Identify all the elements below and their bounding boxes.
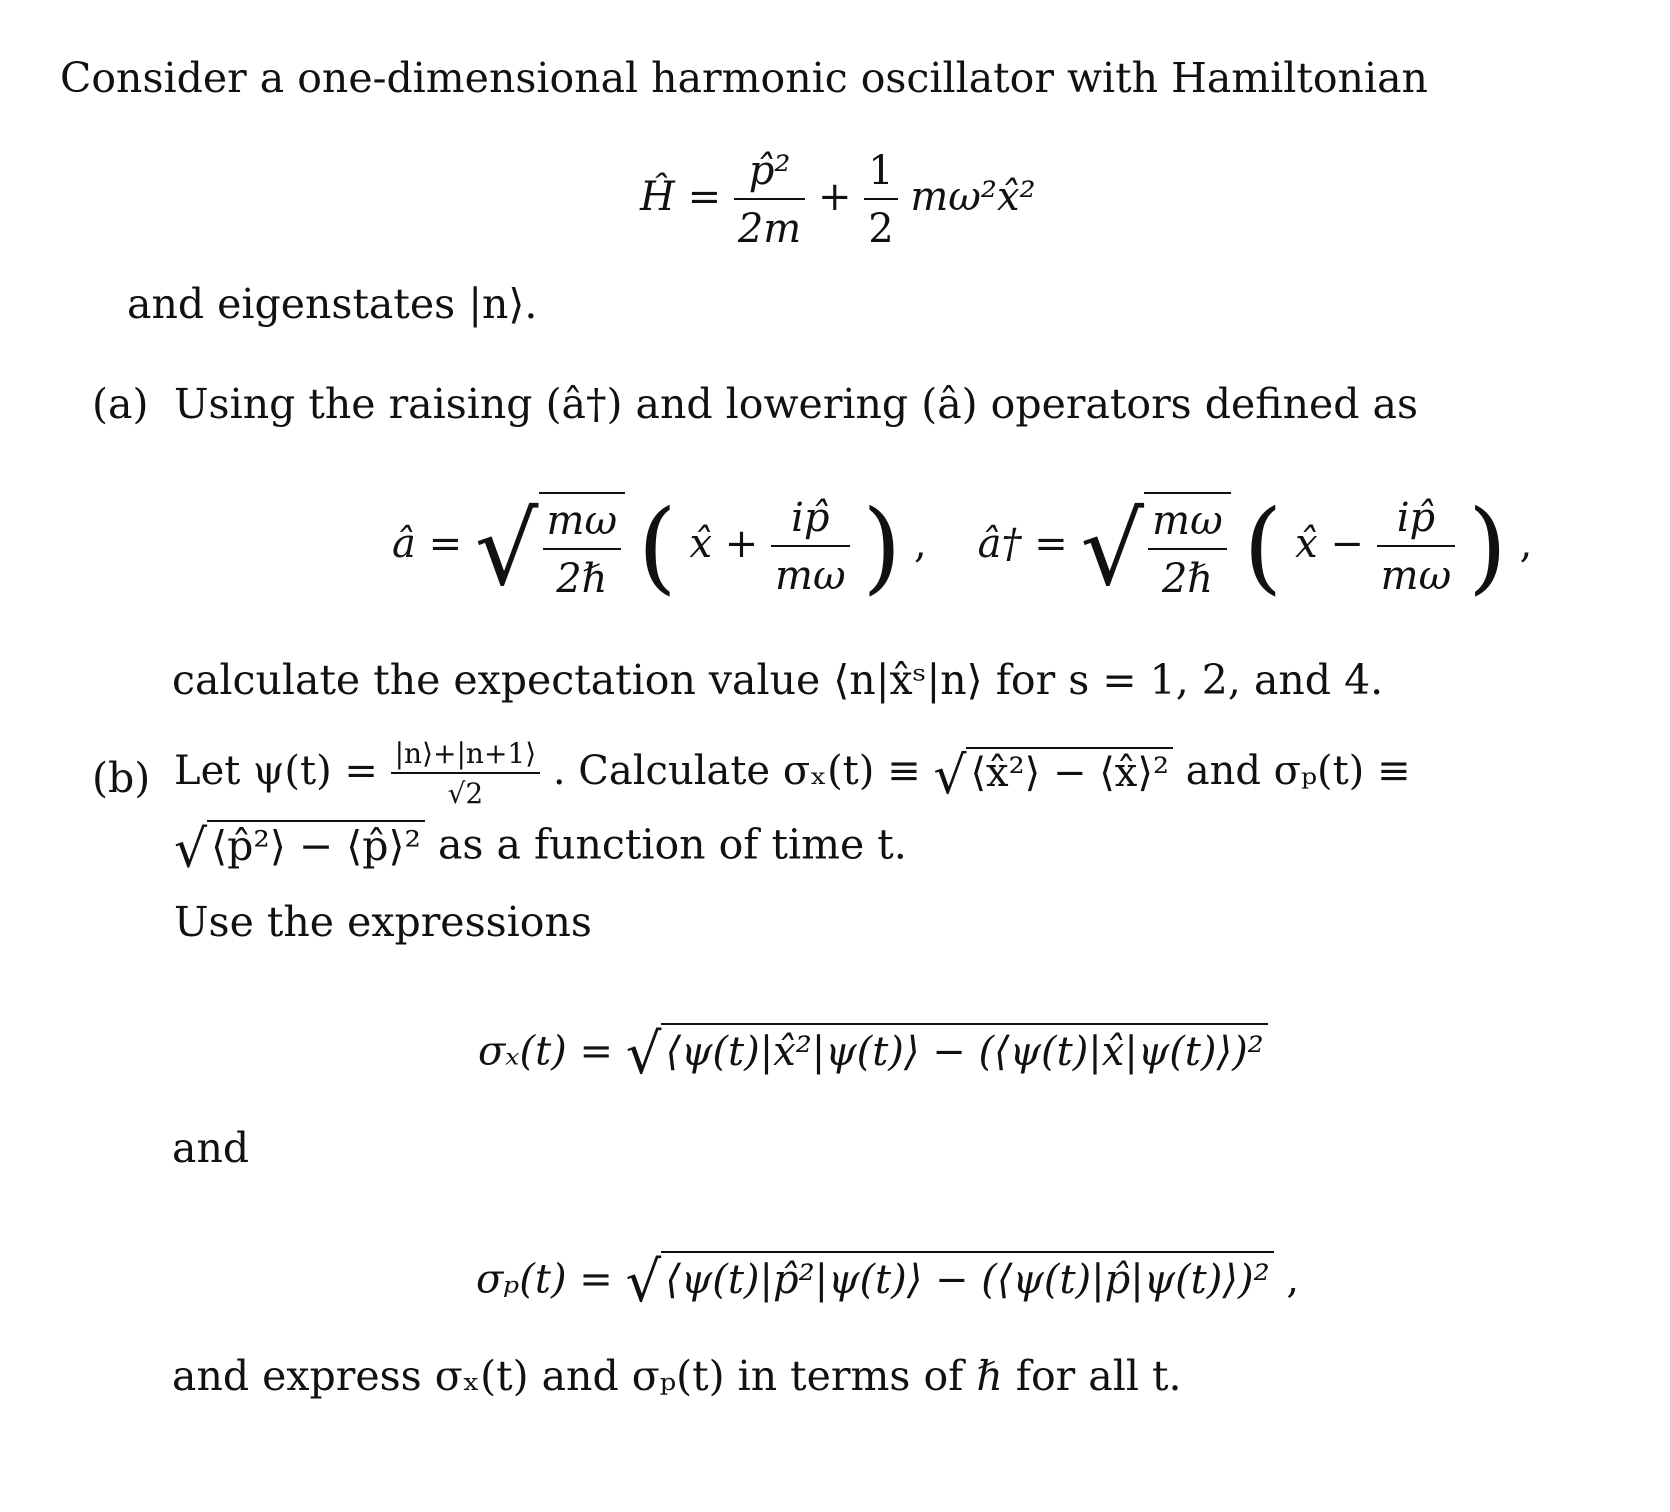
hamiltonian-plus: + (817, 174, 852, 220)
part-a-label: (a) (92, 380, 149, 428)
operators-end: , (1519, 521, 1533, 567)
ad-lhs: â† = (977, 521, 1068, 567)
sigma-p-sqrt-inline: √⟨p̂²⟩ − ⟨p̂⟩² (174, 820, 425, 876)
ad-x: x̂ − (1295, 521, 1364, 567)
sigma-p-sqrt: √ ⟨ψ(t)|p̂²|ψ(t)⟩ − (⟨ψ(t)|p̂|ψ(t)⟩)² (626, 1250, 1274, 1315)
hamiltonian-num-1: p̂² (748, 148, 791, 194)
a-lhs: â = (392, 521, 463, 567)
and-text: and (172, 1124, 250, 1172)
sigma-p-end: , (1286, 1256, 1300, 1303)
part-b-text-3: and σₚ(t) ≡ (1185, 748, 1411, 794)
ad-num: ip̂ (1396, 495, 1436, 541)
hamiltonian-equation (640, 148, 1036, 252)
eigenstates-text: and eigenstates |n⟩. (127, 280, 538, 328)
ad-sqrt: √ $\frac{m\omega}{\text{2ℏ}}$ (1080, 492, 1230, 602)
part-a-calc: calculate the expectation value ⟨n|x̂ˢ|n⟩ for s = 1, 2, and 4. (172, 656, 1384, 704)
ad-den: mω (1377, 545, 1456, 599)
a-sqrt: √ $\frac{m\omega}{\text{2ℏ}}$ (475, 492, 625, 602)
intro-text: Consider a one-dimensional harmonic oscillator with Hamiltonian (60, 54, 1428, 102)
part-b-text-4: as a function of time t. (437, 820, 907, 869)
hamiltonian-num-2: 1 (868, 148, 894, 194)
part-b-line-1 (174, 737, 1411, 810)
hamiltonian-tail: mω²x̂² (910, 174, 1036, 220)
hamiltonian-den-1: 2m (734, 198, 805, 252)
operators-equation: â = √ $\frac{m\omega}{\text{2ℏ}}$ ( x̂ + $\frac{ip̂}{m\omega}$ ) , â† = √ $\frac{m\omega}{\text{2ℏ}}$ ( x̂ − $\frac{ip̂}{m\omega}$ ) , (392, 488, 1533, 608)
sigma-p-lhs: σₚ(t) = (476, 1256, 613, 1303)
a-num: ip̂ (791, 495, 830, 541)
sigma-p-rad-inline: ⟨p̂²⟩ − ⟨p̂⟩² (207, 820, 425, 867)
psi-frac-num: |n⟩+|n+1⟩ (394, 737, 537, 770)
a-frac (771, 495, 850, 599)
part-b-text-2: . Calculate σₓ(t) ≡ (552, 748, 921, 794)
a-x: x̂ + (689, 521, 759, 567)
a-den: mω (771, 545, 850, 599)
ad-rad-num: mω (1152, 498, 1223, 544)
sigma-x-sqrt: √ ⟨ψ(t)|x̂²|ψ(t)⟩ − (⟨ψ(t)|x̂|ψ(t)⟩)² (626, 1022, 1268, 1087)
sigma-x-equation (478, 1022, 1268, 1087)
psi-frac-den: √2 (391, 772, 541, 808)
ad-frac (1377, 495, 1456, 599)
use-expressions-text: Use the expressions (174, 898, 592, 946)
part-a-text: Using the raising (â†) and lowering (â) operators defined as (174, 380, 1419, 428)
hamiltonian-den-2: 2 (864, 198, 897, 252)
part-b-line-2 (174, 819, 907, 880)
ad-rad-den: 2ℏ (1148, 548, 1227, 602)
a-rad-den: 2ℏ (543, 548, 622, 602)
sigma-p-rad: ⟨ψ(t)|p̂²|ψ(t)⟩ − (⟨ψ(t)|p̂|ψ(t)⟩)² (661, 1251, 1273, 1303)
hamiltonian-frac-1 (734, 148, 805, 252)
sigma-x-lhs: σₓ(t) = (478, 1028, 614, 1075)
a-rad-num: mω (546, 498, 618, 544)
sigma-x-rad-inline: ⟨x̂²⟩ − ⟨x̂⟩² (966, 747, 1173, 793)
operators-sep: , (914, 521, 927, 567)
final-text: and express σₓ(t) and σₚ(t) in terms of ℏ for all t. (172, 1352, 1182, 1400)
sigma-p-equation (476, 1250, 1299, 1315)
hamiltonian-frac-2 (864, 148, 897, 252)
psi-frac (391, 737, 541, 810)
hamiltonian-lhs: Ĥ = (640, 174, 722, 220)
sigma-x-sqrt-inline: √ ⟨x̂²⟩ − ⟨x̂⟩² (933, 747, 1173, 802)
sigma-x-rad: ⟨ψ(t)|x̂²|ψ(t)⟩ − (⟨ψ(t)|x̂|ψ(t)⟩)² (661, 1023, 1267, 1075)
part-b-text-1: Let ψ(t) = (174, 748, 378, 794)
part-b-label: (b) (92, 754, 151, 802)
